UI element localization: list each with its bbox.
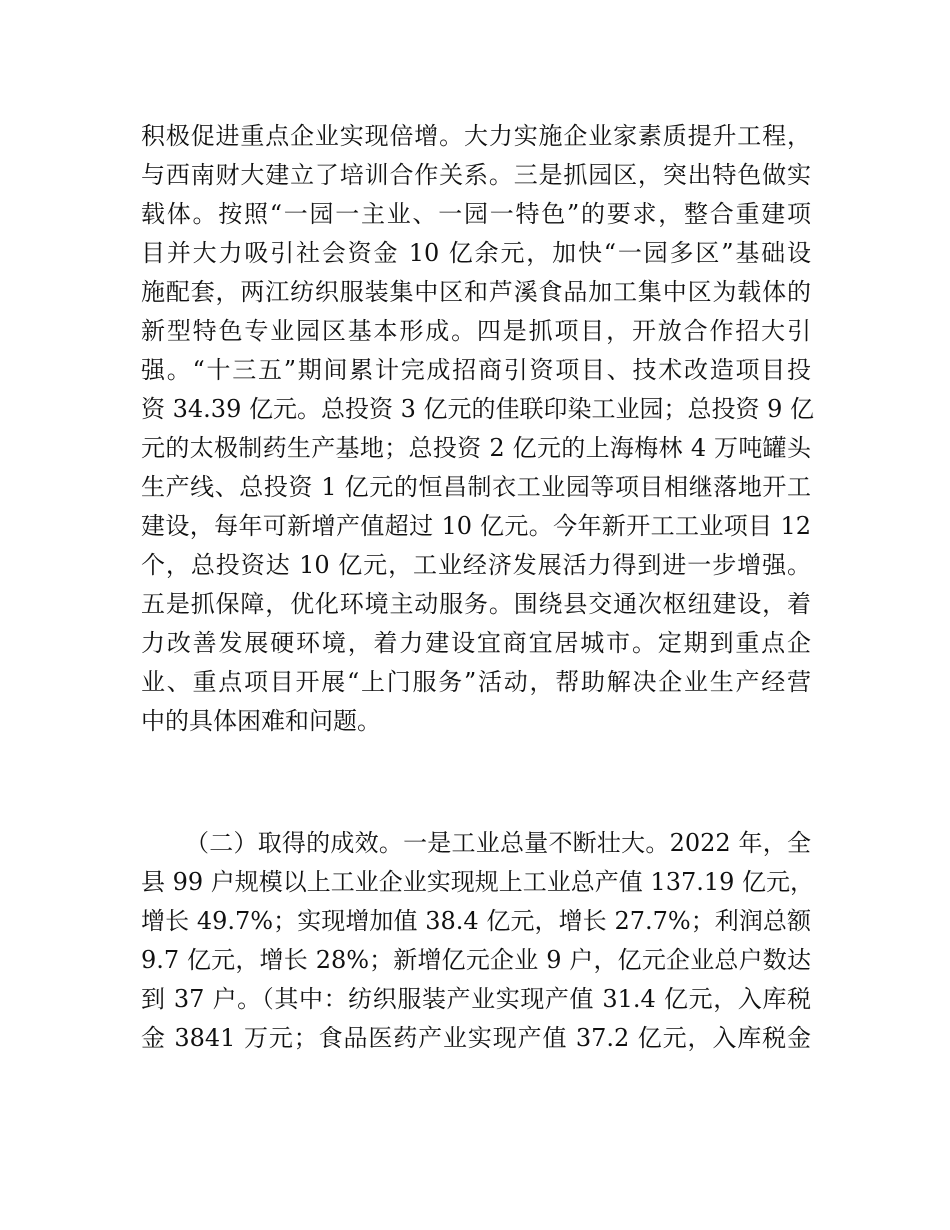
text-line: 力改善发展硬环境，着力建设宜商宜居城市。定期到重点企: [141, 629, 811, 657]
text-line: 目并大力吸引社会资金 10 亿余元，加快“一园多区”基础设: [141, 239, 811, 267]
text-line: 积极促进重点企业实现倍增。大力实施企业家素质提升工程，: [141, 122, 811, 150]
body-paragraph-2: [141, 824, 815, 1058]
text-line: 9.7 亿元，增长 28%；新增亿元企业 9 户，亿元企业总户数达: [141, 946, 811, 974]
text-line: 新型特色专业园区基本形成。四是抓项目，开放合作招大引: [141, 317, 811, 345]
text-line: 中的具体困难和问题。: [141, 707, 381, 735]
text-line: 县 99 户规模以上工业企业实现规上工业总产值 137.19 亿元，: [141, 868, 815, 896]
text-line: （二）取得的成效。一是工业总量不断壮大。2022 年，全: [185, 829, 811, 857]
body-paragraph-1: [141, 117, 815, 741]
text-line: 五是抓保障，优化环境主动服务。围绕县交通次枢纽建设，着: [141, 590, 811, 618]
text-line: 生产线、总投资 1 亿元的恒昌制衣工业园等项目相继落地开工: [141, 473, 811, 501]
text-line: 金 3841 万元；食品医药产业实现产值 37.2 亿元，入库税金: [141, 1024, 811, 1052]
text-line: 个，总投资达 10 亿元，工业经济发展活力得到进一步增强。: [141, 551, 811, 579]
text-line: 到 37 户。（其中：纺织服装产业实现产值 31.4 亿元，入库税: [141, 985, 811, 1013]
text-line: 载体。按照“一园一主业、一园一特色”的要求，整合重建项: [141, 200, 811, 228]
text-line: 资 34.39 亿元。总投资 3 亿元的佳联印染工业园；总投资 9 亿: [141, 395, 815, 423]
text-line: 强。“十三五”期间累计完成招商引资项目、技术改造项目投: [141, 356, 811, 384]
text-line: 施配套，两江纺织服装集中区和芦溪食品加工集中区为载体的: [141, 278, 811, 306]
text-line: 增长 49.7%；实现增加值 38.4 亿元，增长 27.7%；利润总额: [141, 907, 811, 935]
text-line: 元的太极制药生产基地；总投资 2 亿元的上海梅林 4 万吨罐头: [141, 434, 811, 462]
text-line: 建设，每年可新增产值超过 10 亿元。今年新开工工业项目 12: [141, 512, 811, 540]
text-line: 与西南财大建立了培训合作关系。三是抓园区，突出特色做实: [141, 161, 811, 189]
text-line: 业、重点项目开展“上门服务”活动，帮助解决企业生产经营: [141, 668, 811, 696]
